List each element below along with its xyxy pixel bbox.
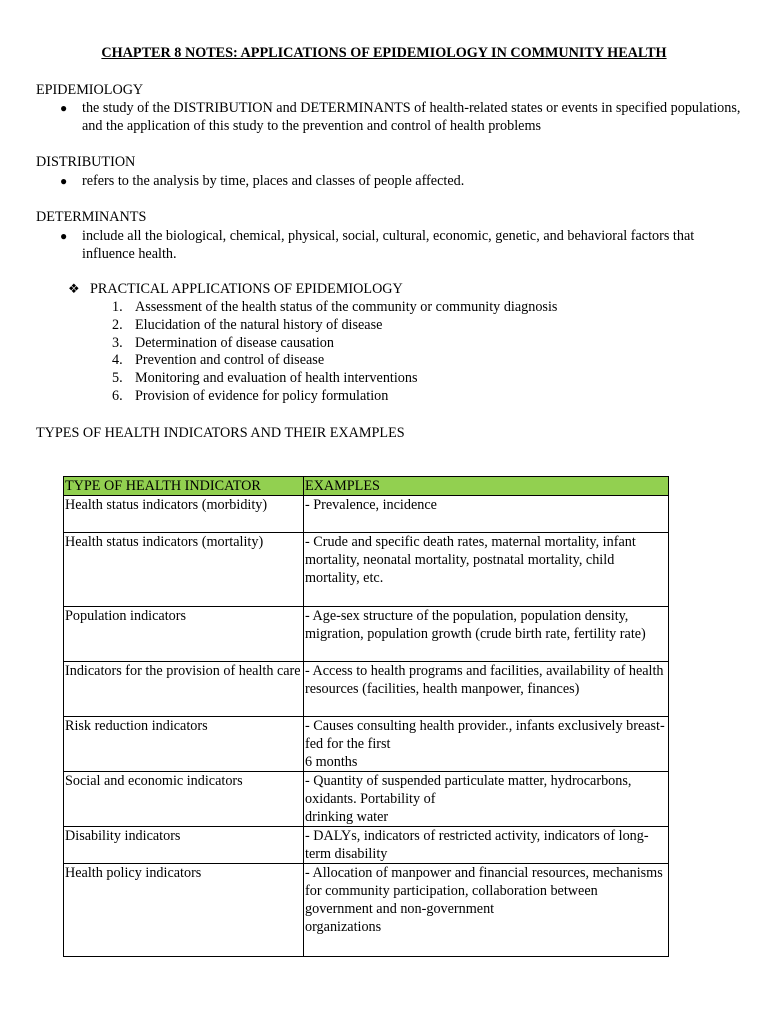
section-heading-epidemiology: EPIDEMIOLOGY [36,82,144,98]
indicator-examples-cell: - Age-sex structure of the population, population density, migration, population growth (crude birth rate, fertility rate) [304,607,669,662]
indicator-examples-cell: - Prevalence, incidence [304,496,669,533]
list-item-text: Provision of evidence for policy formulation [135,387,389,404]
table-row [64,772,669,827]
table-row [64,533,669,607]
indicator-examples-cell: - Access to health programs and facilities, availability of health resources (facilities, health manpower, finances) [304,662,669,717]
table-row [64,864,669,957]
list-item [112,369,712,387]
indicator-type-cell: Social and economic indicators [64,772,304,827]
table-row [64,496,669,533]
section-bullet-epidemiology [60,99,750,135]
bullet-text: include all the biological, chemical, physical, social, cultural, economic, genetic, and behavioral factors that influence health. [82,228,695,262]
indicator-type-cell: Indicators for the provision of health care [64,662,304,717]
indicators-heading: TYPES OF HEALTH INDICATORS AND THEIR EXAMPLES [36,425,405,441]
practical-applications-heading [68,280,403,298]
indicator-examples-cell: - Allocation of manpower and financial resources, mechanisms for community participation, collaboration between government and non-government organizations [304,864,669,957]
list-item [112,387,712,405]
list-item-number: 2. [112,316,123,333]
practical-applications-list [112,298,712,405]
list-item-text: Elucidation of the natural history of disease [135,316,383,333]
list-item [112,316,712,334]
bullet-dot-icon: ● [60,229,68,243]
indicator-examples-cell: - Quantity of suspended particulate matter, hydrocarbons, oxidants. Portability of drinking water [304,772,669,827]
table-header-type: TYPE OF HEALTH INDICATOR [64,477,304,496]
indicators-table [63,476,669,957]
section-bullet-distribution [60,172,750,190]
list-item-text: Determination of disease causation [135,334,334,351]
list-item-text: Assessment of the health status of the community or community diagnosis [135,299,558,315]
table-row [64,662,669,717]
indicator-type-cell: Disability indicators [64,827,304,864]
practical-heading-text: PRACTICAL APPLICATIONS OF EPIDEMIOLOGY [90,281,403,297]
section-heading-determinants: DETERMINANTS [36,209,147,225]
table-row [64,607,669,662]
list-item [112,298,712,316]
bullet-text: refers to the analysis by time, places and classes of people affected. [82,173,465,189]
bullet-dot-icon: ● [60,101,68,115]
page-title: CHAPTER 8 NOTES: APPLICATIONS OF EPIDEMIOLOGY IN COMMUNITY HEALTH [101,45,667,61]
table-header-examples: EXAMPLES [304,477,669,496]
list-item [112,351,712,369]
diamond-bullet-icon: ❖ [68,281,80,296]
list-item-number: 5. [112,370,123,387]
section-bullet-determinants [60,227,750,263]
bullet-text: the study of the DISTRIBUTION and DETERMINANTS of health-related states or events in specified populations, and the application of this study to the prevention and control of health problems [82,100,741,134]
section-heading-distribution: DISTRIBUTION [36,154,136,170]
indicator-examples-cell: - DALYs, indicators of restricted activity, indicators of long-term disability [304,827,669,864]
list-item [112,334,712,352]
list-item-number: 6. [112,387,123,404]
list-item-number: 4. [112,352,123,369]
list-item-number: 3. [112,334,123,351]
list-item-number: 1. [112,299,123,315]
bullet-dot-icon: ● [60,174,68,188]
table-row [64,827,669,864]
list-item-text: Monitoring and evaluation of health interventions [135,370,418,387]
indicator-type-cell: Health status indicators (mortality) [64,533,304,607]
table-header-row [64,477,669,496]
indicator-examples-cell: - Causes consulting health provider., infants exclusively breast-fed for the first 6 months [304,717,669,772]
table-row [64,717,669,772]
indicator-type-cell: Health status indicators (morbidity) [64,496,304,533]
indicator-type-cell: Risk reduction indicators [64,717,304,772]
indicator-type-cell: Population indicators [64,607,304,662]
list-item-text: Prevention and control of disease [135,352,325,369]
indicator-type-cell: Health policy indicators [64,864,304,957]
indicator-examples-cell: - Crude and specific death rates, maternal mortality, infant mortality, neonatal mortality, postnatal mortality, child mortality, etc. [304,533,669,607]
